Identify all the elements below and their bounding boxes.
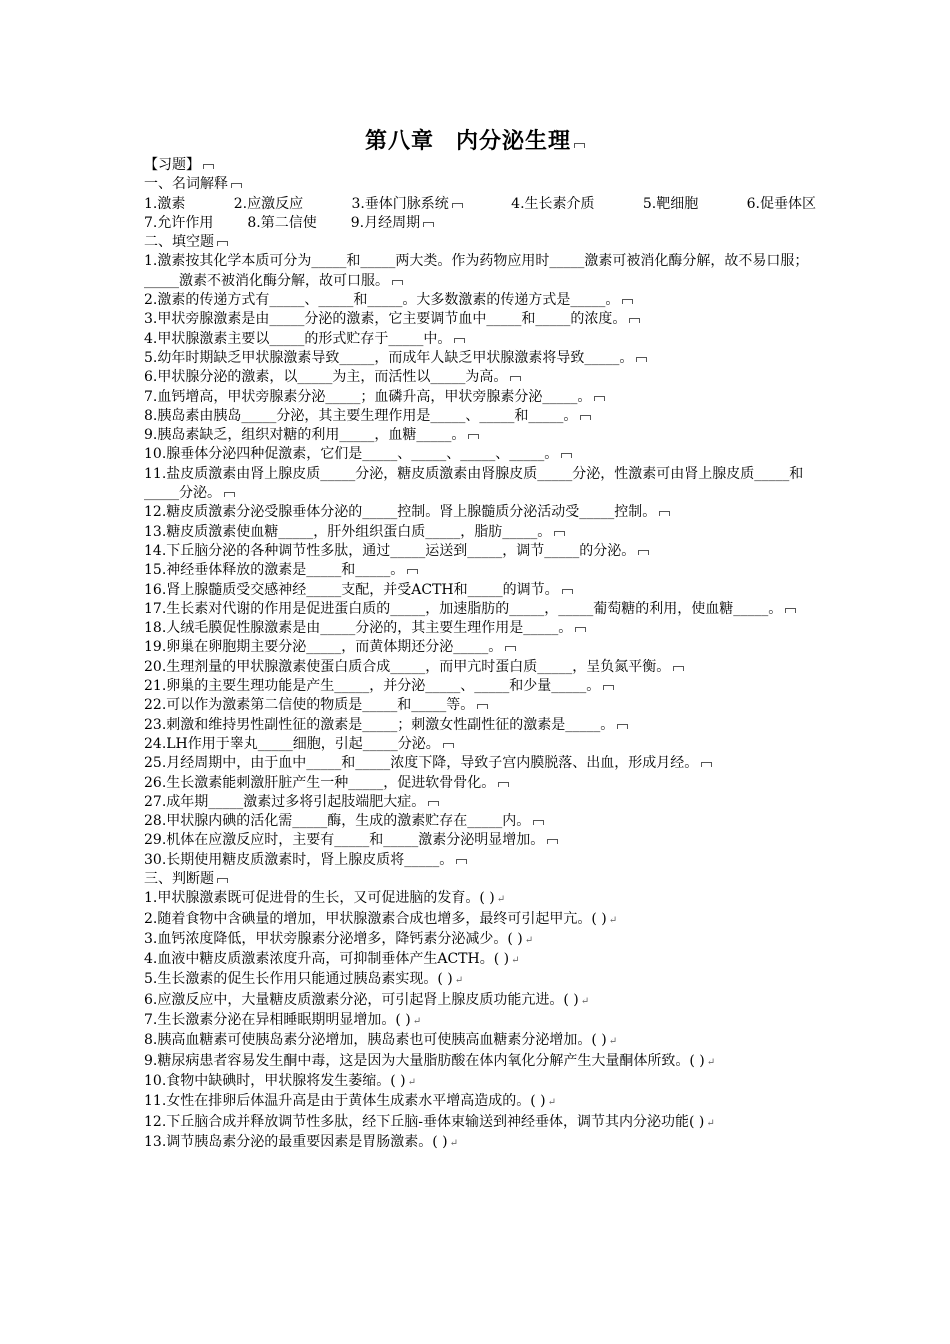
paragraph-mark-icon [561, 453, 572, 458]
question-item [144, 831, 816, 850]
line-break-icon: ↵ [706, 1056, 716, 1068]
paragraph-mark-icon [392, 280, 403, 285]
fill-in-question-list [144, 252, 816, 870]
chapter-title [0, 124, 950, 155]
section-title: 一、名词解释 [144, 175, 816, 194]
question-text: 18.人绒毛膜促性腺激素是由_____分泌的，其主要生理作用是_____。 [144, 620, 573, 637]
paragraph-mark-icon [629, 318, 640, 323]
paragraph-mark-icon [622, 299, 633, 304]
question-text: 14.下丘脑分泌的各种调节性多肽，通过_____运送到_____，调节_____的分泌。 [144, 542, 636, 559]
question-item [144, 1011, 816, 1031]
question-text: 27.成年期_____激素过多将引起肢端肥大症。 [144, 793, 426, 810]
question-text: 1.激素按其化学本质可分为_____和_____两大类。作为药物应用时_____激素可被消化酶分解，故不易口服；_____激素不被消化酶分解，故可口服。 [144, 253, 809, 289]
question-text: 13.调节胰岛素分泌的最重要因素是胃肠激素。( ) [144, 1133, 448, 1150]
line-break-icon: ↵ [454, 975, 464, 987]
term-item: 8.第二信使 [247, 214, 317, 231]
question-item [144, 1052, 816, 1072]
question-item [144, 851, 816, 870]
paragraph-mark-icon [547, 839, 558, 844]
question-text: 26.生长激素能刺激肝脏产生一种_____，促进软骨骨化。 [144, 774, 496, 791]
question-item [144, 696, 816, 715]
chapter-name: 内分泌生理 [456, 128, 572, 154]
paragraph-mark-icon [231, 183, 242, 188]
term-row [144, 195, 816, 214]
paragraph-mark-icon [575, 627, 586, 632]
question-text: 13.糖皮质激素使血糖_____，肝外组织蛋白质_____，脂肪_____。 [144, 523, 552, 540]
question-item [144, 426, 816, 445]
line-break-icon: ↵ [407, 1076, 417, 1088]
paragraph-mark-icon [701, 762, 712, 767]
paragraph-mark-icon [452, 203, 463, 208]
line-break-icon: ↵ [412, 1016, 422, 1028]
question-text: 28.甲状腺内碘的活化需_____酶，生成的激素贮存在_____内。 [144, 813, 531, 830]
question-item [144, 658, 816, 677]
paragraph-mark-icon [574, 143, 585, 148]
line-break-icon: ↵ [524, 934, 534, 946]
question-text: 3.血钙浓度降低，甲状旁腺素分泌增多，降钙素分泌减少。( ) [144, 930, 523, 947]
question-item [144, 1072, 816, 1092]
question-text: 6.应激反应中，大量糖皮质激素分泌，可引起肾上腺皮质功能亢进。( ) [144, 991, 579, 1008]
paragraph-mark-icon [468, 434, 479, 439]
question-item [144, 252, 816, 291]
question-item [144, 561, 816, 580]
term-item: 3.垂体门脉系统 [351, 195, 462, 214]
question-text: 9.胰岛素缺乏，组织对糖的利用_____，血糖_____。 [144, 427, 466, 444]
question-item [144, 991, 816, 1011]
paragraph-mark-icon [533, 820, 544, 825]
question-item [144, 523, 816, 542]
question-item [144, 600, 816, 619]
paragraph-mark-icon [594, 396, 605, 401]
paragraph-mark-icon [562, 589, 573, 594]
question-text: 4.血液中糖皮质激素浓度升高，可抑制垂体产生ACTH。( ) [144, 951, 510, 968]
question-item [144, 889, 816, 909]
question-text: 21.卵巢的主要生理功能是产生_____，并分泌_____、_____和少量_____。 [144, 678, 601, 695]
question-text: 5.幼年时期缺乏甲状腺激素导致_____，而成年人缺乏甲状腺激素将导致_____。 [144, 349, 634, 366]
section-title: 三、判断题 [144, 870, 816, 889]
question-item [144, 950, 816, 970]
exercise-header: 【习题】 [144, 156, 816, 175]
paragraph-mark-icon [505, 646, 516, 651]
question-item [144, 812, 816, 831]
question-text: 15.神经垂体释放的激素是_____和_____。 [144, 562, 405, 579]
paragraph-mark-icon [217, 241, 228, 246]
question-item [144, 735, 816, 754]
question-item [144, 930, 816, 950]
line-break-icon: ↵ [511, 955, 520, 967]
question-item [144, 1031, 816, 1051]
paragraph-mark-icon [785, 608, 796, 613]
question-text: 1.甲状腺激素既可促进骨的生长，又可促进脑的发育。( ) [144, 890, 495, 907]
question-item [144, 910, 816, 930]
question-item [144, 774, 816, 793]
term-item: 6.促垂体区 [746, 195, 816, 212]
question-text: 30.长期使用糖皮质激素时，肾上腺皮质将_____。 [144, 851, 454, 868]
line-break-icon: ↵ [706, 1117, 715, 1129]
question-text: 3.甲状旁腺激素是由_____分泌的激素，它主要调节血中_____和_____的浓度。 [144, 311, 627, 328]
question-text: 17.生长素对代谢的作用是促进蛋白质的_____，加速脂肪的_____，_____葡萄糖的利用，使血糖_____。 [144, 600, 783, 617]
exercise-body [144, 156, 816, 1153]
paragraph-mark-icon [203, 164, 214, 169]
paragraph-mark-icon [659, 511, 670, 516]
line-break-icon: ↵ [547, 1097, 557, 1109]
paragraph-mark-icon [498, 782, 509, 787]
term-item: 1.激素 [144, 195, 186, 212]
question-item [144, 793, 816, 812]
question-item [144, 581, 816, 600]
line-break-icon: ↵ [496, 894, 506, 906]
term-item: 9.月经周期 [350, 214, 421, 231]
question-text: 12.糖皮质激素分泌受腺垂体分泌的_____控制。肾上腺髓质分泌活动受_____控制。 [144, 504, 657, 521]
question-item [144, 542, 816, 561]
question-item [144, 677, 816, 696]
term-item: 4.生长素介质 [511, 195, 595, 212]
question-item [144, 754, 816, 773]
question-text: 24.LH作用于睾丸_____细胞，引起_____分泌。 [144, 735, 440, 752]
term-item: 7.允许作用 [144, 214, 214, 231]
question-item [144, 619, 816, 638]
line-break-icon: ↵ [608, 914, 618, 926]
paragraph-mark-icon [443, 743, 454, 748]
paragraph-mark-icon [617, 724, 628, 729]
term-row [144, 214, 816, 233]
paragraph-mark-icon [638, 550, 649, 555]
question-text: 5.生长激素的促生长作用只能通过胰岛素实现。( ) [144, 971, 453, 988]
question-text: 12.下丘脑合成并释放调节性多肽，经下丘脑-垂体束输送到神经垂体，调节其内分泌功能( ) [144, 1113, 705, 1130]
true-false-question-list [144, 889, 816, 1153]
paragraph-mark-icon [603, 685, 614, 690]
question-item [144, 291, 816, 310]
question-text: 11.女性在排卵后体温升高是由于黄体生成素水平增高造成的。( ) [144, 1093, 546, 1110]
question-item [144, 388, 816, 407]
question-item [144, 503, 816, 522]
line-break-icon: ↵ [580, 995, 590, 1007]
question-item [144, 638, 816, 657]
term-item: 5.靶细胞 [642, 195, 699, 212]
question-item [144, 1133, 816, 1153]
section-title: 二、填空题 [144, 233, 816, 252]
question-item [144, 970, 816, 990]
paragraph-mark-icon [554, 531, 565, 536]
paragraph-mark-icon [510, 376, 521, 381]
question-item [144, 368, 816, 387]
paragraph-mark-icon [477, 704, 488, 709]
paragraph-mark-icon [224, 492, 235, 497]
line-break-icon: ↵ [449, 1137, 459, 1149]
question-item [144, 349, 816, 368]
paragraph-mark-icon [636, 357, 647, 362]
question-item [144, 330, 816, 349]
question-text: 11.盐皮质激素由肾上腺皮质_____分泌，糖皮质激素由肾腺皮质_____分泌，性激素可由肾上腺皮质_____和_____分泌。 [144, 465, 804, 502]
paragraph-mark-icon [217, 878, 228, 883]
question-text: 22.可以作为激素第二信使的物质是_____和_____等。 [144, 697, 475, 714]
question-text: 8.胰高血糖素可使胰岛素分泌增加，胰岛素也可使胰高血糖素分泌增加。( ) [144, 1032, 607, 1049]
question-text: 16.肾上腺髓质受交感神经_____支配，并受ACTH和_____的调节。 [144, 581, 559, 598]
question-item [144, 465, 816, 504]
question-item [144, 1113, 816, 1133]
question-text: 25.月经周期中，由于血中_____和_____浓度下降，导致子宫内膜脱落、出血，形成月经。 [144, 755, 699, 772]
question-text: 2.激素的传递方式有_____、_____和_____。大多数激素的传递方式是_____。 [144, 292, 620, 309]
question-text: 9.糖尿病患者容易发生酮中毒，这是因为大量脂肪酸在体内氧化分解产生大量酮体所致。( ) [144, 1052, 705, 1069]
paragraph-mark-icon [580, 415, 591, 420]
question-text: 10.食物中缺碘时，甲状腺将发生萎缩。( ) [144, 1072, 406, 1089]
paragraph-mark-icon [456, 859, 467, 864]
question-text: 23.刺激和维持男性副性征的激素是_____；刺激女性副性征的激素是_____。 [144, 716, 615, 733]
question-text: 10.腺垂体分泌四种促激素，它们是_____、_____、_____、_____。 [144, 446, 559, 463]
line-break-icon: ↵ [608, 1036, 618, 1048]
question-text: 6.甲状腺分泌的激素，以_____为主，而活性以_____为高。 [144, 369, 508, 386]
question-item [144, 1092, 816, 1112]
question-text: 2.随着食物中含碘量的增加，甲状腺激素合成也增多，最终可引起甲亢。( ) [144, 910, 607, 927]
question-text: 19.卵巢在卵胞期主要分泌_____，而黄体期还分泌_____。 [144, 639, 503, 656]
question-text: 8.胰岛素由胰岛_____分泌，其主要生理作用是_____、_____和_____。 [144, 407, 578, 424]
paragraph-mark-icon [423, 222, 434, 227]
paragraph-mark-icon [454, 338, 465, 343]
paragraph-mark-icon [428, 801, 439, 806]
question-item [144, 407, 816, 426]
question-item [144, 310, 816, 329]
paragraph-mark-icon [407, 569, 418, 574]
question-text: 7.血钙增高，甲状旁腺素分泌_____；血磷升高，甲状旁腺素分泌_____。 [144, 388, 592, 405]
paragraph-mark-icon [673, 666, 684, 671]
question-text: 20.生理剂量的甲状腺激素使蛋白质合成_____，而甲亢时蛋白质_____，呈负氮平衡。 [144, 658, 671, 675]
chapter-number: 第八章 [364, 128, 434, 154]
term-item: 2.应激反应 [233, 195, 304, 212]
question-text: 7.生长激素分泌在异相睡眠期明显增加。( ) [144, 1012, 411, 1029]
question-item [144, 445, 816, 464]
question-text: 29.机体在应激反应时，主要有_____和_____激素分泌明显增加。 [144, 832, 545, 849]
question-text: 4.甲状腺激素主要以_____的形式贮存于_____中。 [144, 330, 452, 347]
question-item [144, 716, 816, 735]
